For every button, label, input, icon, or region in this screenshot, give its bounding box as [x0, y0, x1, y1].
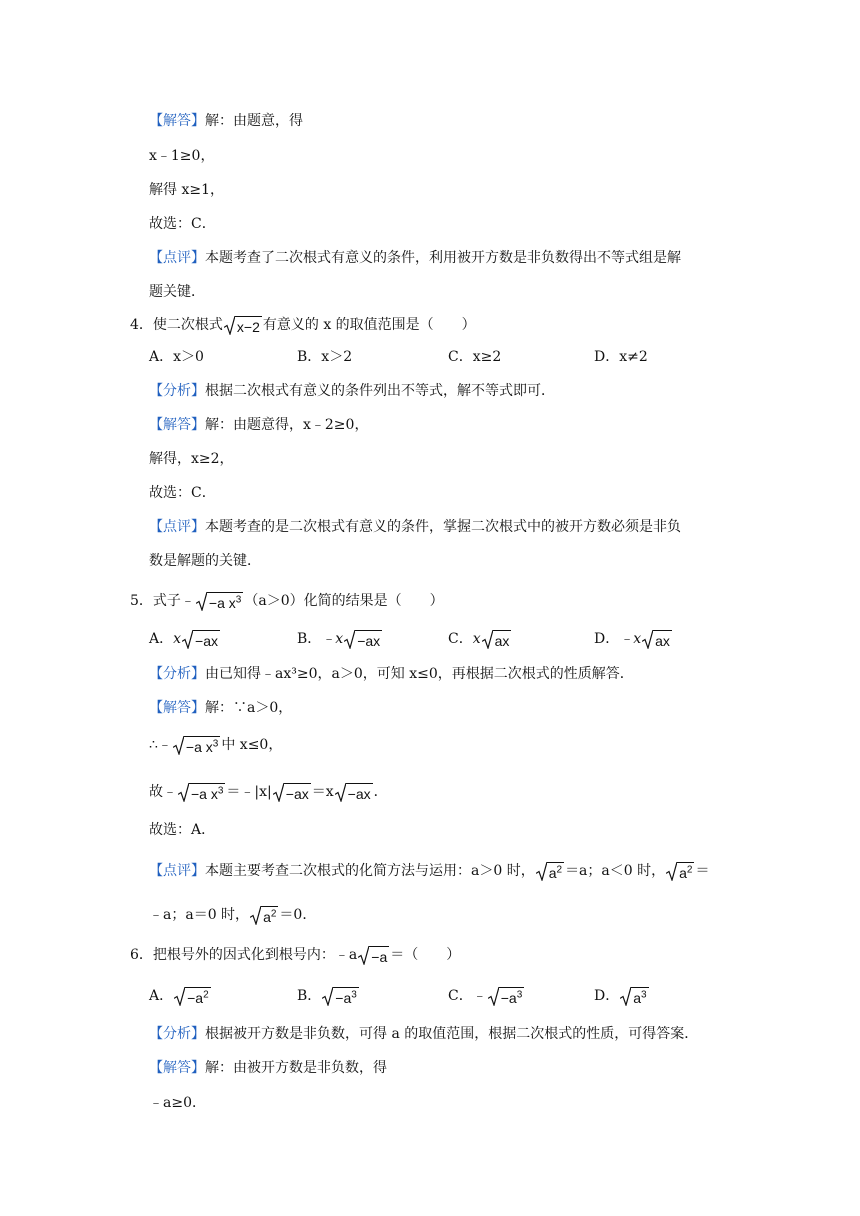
- comment-line: 【点评】本题主要考查二次根式的化简方法与运用：a＞0 时， $a^2$ ＝a；a＜0 时， $a^2$ ＝: [149, 863, 710, 881]
- analysis-line: [149, 381, 555, 401]
- radical: −a $x^3$: [196, 592, 243, 611]
- option-b[interactable]: B．﹣x −ax: [297, 631, 381, 649]
- option-d[interactable]: D．x≠2: [594, 349, 648, 365]
- analysis-tag: 【分析】: [149, 1026, 205, 1042]
- analysis-line: [149, 1024, 698, 1044]
- comment-tag: 【点评】: [149, 519, 205, 535]
- solution-step: 解得 x≥1，: [149, 182, 224, 198]
- solution-line: [149, 1058, 387, 1078]
- solution-step: x﹣1≥0，: [149, 148, 215, 164]
- solution-line: [149, 698, 292, 718]
- solution-text: 解：由题意得，x﹣2≥0，: [205, 417, 369, 433]
- option-d[interactable]: D． $a^3$: [594, 988, 647, 1006]
- comment-tag: 【点评】: [149, 863, 205, 879]
- analysis-tag: 【分析】: [149, 666, 205, 682]
- solution-step: 故选：C．: [149, 485, 216, 501]
- solution-text: 解：由题意，得: [205, 113, 303, 129]
- comment-text: 本题考查的是二次根式有意义的条件，掌握二次根式中的被开方数必须是非负: [205, 519, 681, 535]
- radical: [224, 316, 262, 335]
- solution-tag: 【解答】: [149, 700, 205, 716]
- solution-text: 解：∵a＞0，: [205, 700, 293, 716]
- option-c[interactable]: C．x ax: [448, 631, 510, 649]
- question-4-stem: [130, 313, 476, 337]
- solution-step: ﹣a≥0．: [149, 1095, 206, 1111]
- comment-line: [149, 248, 681, 268]
- solution-step: 解得，x≥2，: [149, 451, 234, 467]
- comment-line: [149, 517, 681, 537]
- option-c[interactable]: C．x≥2: [448, 349, 502, 365]
- comment-text: 本题考查了二次根式有意义的条件，利用被开方数是非负数得出不等式组是解: [205, 250, 681, 266]
- option-a[interactable]: A．x＞0: [149, 349, 204, 365]
- comment-line-2: ﹣a；a＝0 时， $a^2$ ＝0．: [149, 907, 317, 925]
- analysis-line: [149, 664, 634, 684]
- comment-line-2: 题关键．: [149, 284, 205, 300]
- solution-step: 故选：C．: [149, 216, 216, 232]
- solution-tag: 【解答】: [149, 1060, 205, 1076]
- solution-line: [149, 415, 368, 435]
- analysis-tag: 【分析】: [149, 383, 205, 399]
- analysis-text: 根据被开方数是非负数，可得 a 的取值范围，根据二次根式的性质，可得答案．: [205, 1026, 699, 1042]
- option-b[interactable]: B．x＞2: [297, 349, 353, 365]
- solution-step: 故选：A．: [149, 822, 216, 838]
- solution-step: 故﹣ −a $x^3$ ＝﹣|x| −ax ＝x −ax ．: [149, 784, 388, 802]
- analysis-text: 由已知得﹣ax³≥0，a＞0，可知 x≤0，再根据二次根式的性质解答．: [205, 666, 634, 682]
- option-a[interactable]: A．x −ax: [149, 631, 218, 649]
- solution-line: [149, 111, 303, 131]
- option-c[interactable]: C．﹣ $-a^3$: [448, 988, 523, 1006]
- comment-tag: 【点评】: [149, 250, 205, 266]
- solution-step: ∴﹣ −a $x^3$ 中 x≤0，: [149, 737, 283, 755]
- option-d[interactable]: D．﹣x ax: [594, 631, 670, 649]
- comment-line-2: 数是解题的关键．: [149, 553, 261, 569]
- stem-text: 有意义的 x 的取值范围是（ ）: [262, 317, 476, 333]
- option-b[interactable]: B． $-a^3$: [297, 988, 357, 1006]
- question-6-stem: 6．把根号外的因式化到根号内：﹣a −a ＝（ ）: [130, 947, 461, 965]
- option-a[interactable]: A． $-a^2$: [149, 988, 209, 1006]
- solution-tag: 【解答】: [149, 417, 205, 433]
- question-5-stem: 5．式子﹣ −a $x^3$ （a＞0）化简的结果是（ ）: [130, 593, 444, 611]
- radicand: x−2: [235, 316, 262, 335]
- solution-tag: 【解答】: [149, 113, 205, 129]
- stem-text: 4．使二次根式: [130, 317, 223, 333]
- solution-text: 解：由被开方数是非负数，得: [205, 1060, 387, 1076]
- analysis-text: 根据二次根式有意义的条件列出不等式，解不等式即可．: [205, 383, 555, 399]
